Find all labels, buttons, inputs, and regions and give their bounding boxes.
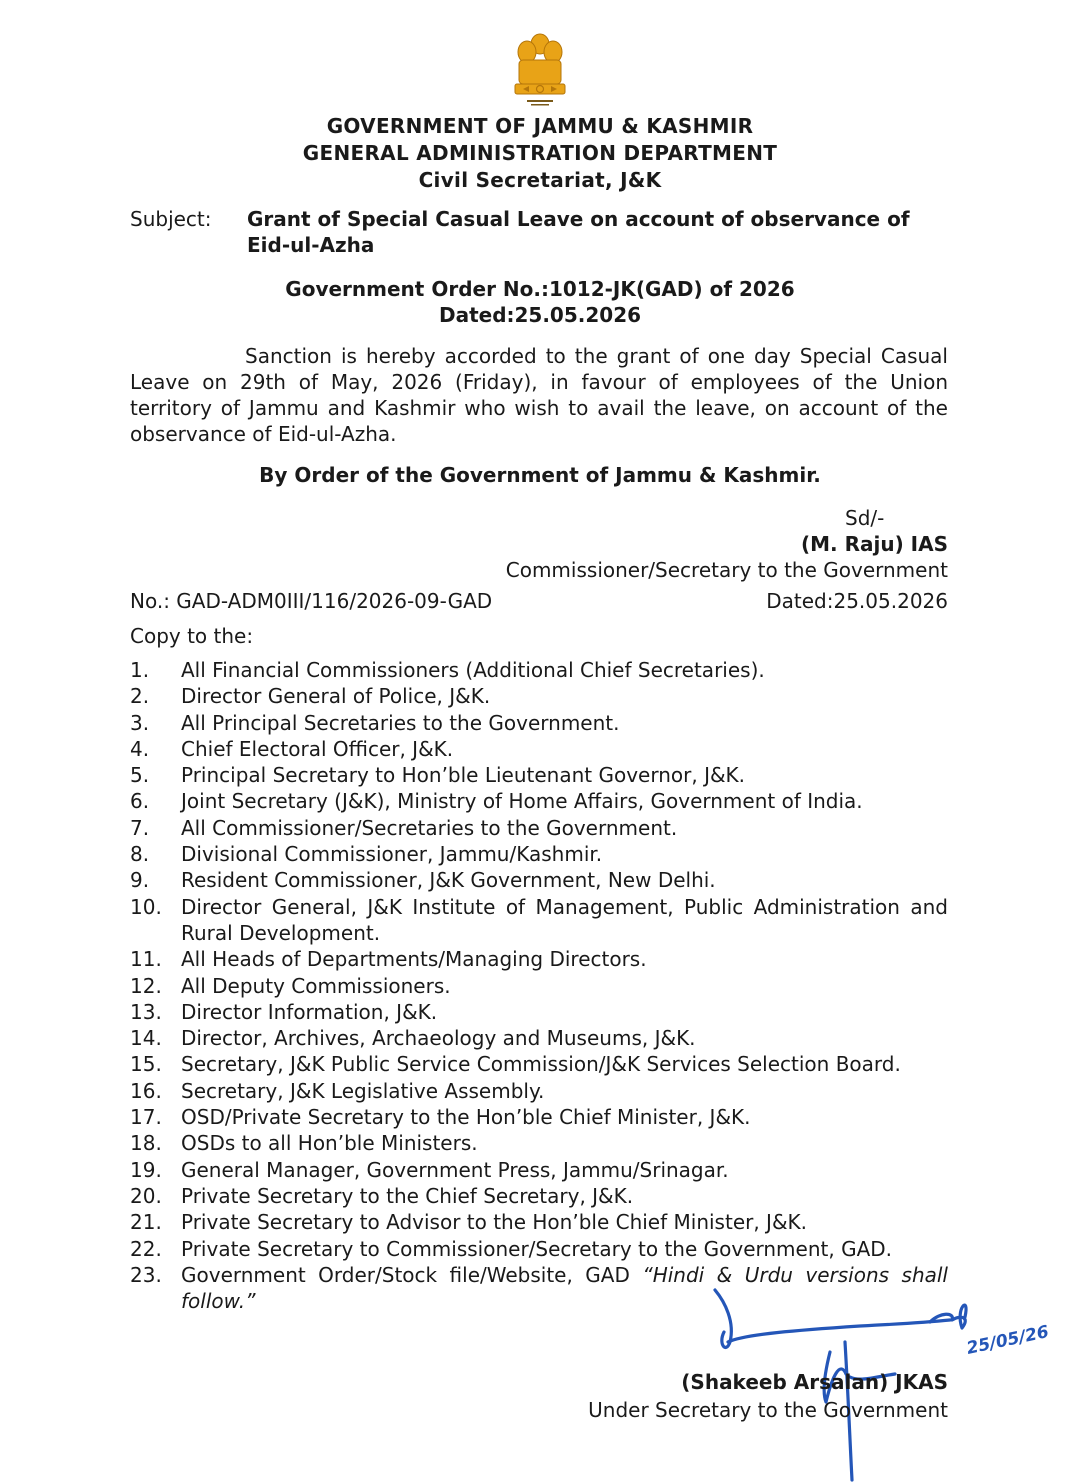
list-item-number: 17. bbox=[130, 1105, 162, 1130]
list-item-text: Director, Archives, Archaeology and Museums, J&K. bbox=[181, 1026, 696, 1051]
signatory-title: Commissioner/Secretary to the Government bbox=[505, 558, 948, 582]
list-item bbox=[130, 1183, 948, 1209]
list-item-text: Government Order/Stock file/Website, GAD bbox=[181, 1262, 630, 1287]
list-item-text: Director Information, J&K. bbox=[181, 999, 438, 1024]
order-block bbox=[0, 276, 1080, 328]
list-item-number: 15. bbox=[130, 1052, 162, 1077]
list-item bbox=[130, 973, 948, 999]
list-item bbox=[130, 1236, 948, 1262]
list-item-text: All Financial Commissioners (Additional Chief Secretaries). bbox=[181, 658, 765, 682]
signatory-name: (M. Raju) IAS bbox=[800, 532, 948, 556]
list-item-text: OSDs to all Hon’ble Ministers. bbox=[181, 1131, 478, 1156]
reference-date: Dated:25.05.2026 bbox=[766, 589, 948, 613]
list-item-number: 11. bbox=[130, 947, 162, 972]
national-emblem-icon bbox=[505, 30, 575, 110]
list-item bbox=[130, 762, 948, 788]
copy-to-label: Copy to the: bbox=[130, 624, 254, 648]
list-item-number: 4. bbox=[130, 736, 150, 761]
header-government: GOVERNMENT OF JAMMU & KASHMIR bbox=[326, 114, 754, 138]
header-department: GENERAL ADMINISTRATION DEPARTMENT bbox=[302, 141, 778, 165]
list-item bbox=[130, 1025, 948, 1051]
document-header bbox=[0, 113, 1080, 194]
list-item-number: 12. bbox=[130, 973, 162, 998]
order-number: Government Order No.:1012-JK(GAD) of 2026 bbox=[285, 277, 795, 301]
under-secretary-title: Under Secretary to the Government bbox=[588, 1398, 948, 1422]
list-item-number: 9. bbox=[130, 868, 150, 893]
list-item-number: 22. bbox=[130, 1236, 162, 1261]
list-item-text: All Heads of Departments/Managing Directors. bbox=[181, 947, 647, 972]
list-item-number: 2. bbox=[130, 684, 150, 709]
list-item-text: Private Secretary to Advisor to the Hon’ble Chief Minister, J&K. bbox=[181, 1210, 808, 1235]
list-item bbox=[130, 841, 948, 867]
under-secretary-name: (Shakeeb Arsalan) JKAS bbox=[681, 1370, 948, 1394]
list-item-number: 6. bbox=[130, 789, 150, 814]
list-item-text: Chief Electoral Officer, J&K. bbox=[181, 736, 454, 761]
list-item-text: All Commissioner/Secretaries to the Government. bbox=[181, 815, 678, 840]
list-item-text: All Principal Secretaries to the Government. bbox=[181, 710, 620, 735]
subject-text: Grant of Special Casual Leave on account of observance of Eid-ul-Azha bbox=[247, 207, 910, 257]
list-item-text: All Deputy Commissioners. bbox=[181, 973, 451, 998]
list-item bbox=[130, 999, 948, 1025]
list-item bbox=[130, 736, 948, 762]
header-secretariat: Civil Secretariat, J&K bbox=[418, 168, 662, 192]
list-item-text: Resident Commissioner, J&K Government, New Delhi. bbox=[181, 868, 716, 893]
list-item-text: Private Secretary to the Chief Secretary, J&K. bbox=[181, 1183, 634, 1208]
list-item bbox=[130, 657, 948, 683]
list-item-number: 23. bbox=[130, 1262, 162, 1287]
list-item-text: Director General, J&K Institute of Management, Public Administration and Rural Development. bbox=[181, 894, 948, 945]
list-item-number: 5. bbox=[130, 763, 150, 788]
signed-mark: Sd/- bbox=[845, 506, 885, 530]
list-item-text: Director General of Police, J&K. bbox=[181, 684, 491, 709]
subject-label: Subject: bbox=[130, 207, 212, 231]
list-item-number: 16. bbox=[130, 1078, 162, 1103]
list-item-text: General Manager, Government Press, Jammu/Srinagar. bbox=[181, 1157, 729, 1182]
list-item bbox=[130, 815, 948, 841]
list-item-number: 3. bbox=[130, 710, 150, 735]
list-item bbox=[130, 867, 948, 893]
list-item-number: 21. bbox=[130, 1210, 162, 1235]
reference-number: No.: GAD-ADM0III/116/2026-09-GAD bbox=[130, 589, 493, 613]
signature-date: 25/05/26 bbox=[964, 1321, 1051, 1359]
list-item-text: Private Secretary to Commissioner/Secretary to the Government, GAD. bbox=[181, 1236, 893, 1261]
list-item bbox=[130, 1157, 948, 1183]
list-item-number: 20. bbox=[130, 1183, 162, 1208]
list-item bbox=[130, 894, 948, 947]
list-item bbox=[130, 1209, 948, 1235]
order-body: Sanction is hereby accorded to the grant of one day Special Casual Leave on 29th of May, 2026 (Friday), in favour of employees of the Union territory of Jammu and Kashmir who wish to avail the leave, on account of the observance of Eid-ul-Azha. bbox=[130, 344, 948, 446]
list-item-number: 13. bbox=[130, 999, 162, 1024]
list-item bbox=[130, 1104, 948, 1130]
list-item bbox=[130, 1130, 948, 1156]
list-item-number: 1. bbox=[130, 658, 150, 682]
list-item bbox=[130, 788, 948, 814]
list-item-text: Principal Secretary to Hon’ble Lieutenant Governor, J&K. bbox=[181, 763, 746, 788]
list-item-text: Secretary, J&K Public Service Commission/J&K Services Selection Board. bbox=[181, 1052, 901, 1077]
list-item bbox=[130, 1078, 948, 1104]
list-item-text: Secretary, J&K Legislative Assembly. bbox=[181, 1078, 545, 1103]
order-date: Dated:25.05.2026 bbox=[438, 303, 642, 327]
list-item-text: OSD/Private Secretary to the Hon’ble Chief Minister, J&K. bbox=[181, 1105, 751, 1130]
list-item-number: 8. bbox=[130, 842, 150, 867]
list-item bbox=[130, 1051, 948, 1077]
list-item-number: 10. bbox=[130, 894, 162, 919]
list-item-number: 14. bbox=[130, 1026, 162, 1051]
copy-list bbox=[130, 657, 948, 1314]
list-item-number: 7. bbox=[130, 815, 150, 840]
list-item-text: Joint Secretary (J&K), Ministry of Home Affairs, Government of India. bbox=[181, 789, 863, 814]
list-item-text: Divisional Commissioner, Jammu/Kashmir. bbox=[181, 842, 603, 867]
list-item bbox=[130, 946, 948, 972]
list-item-number: 19. bbox=[130, 1157, 162, 1182]
by-order-line: By Order of the Government of Jammu & Kashmir. bbox=[259, 463, 821, 487]
list-item bbox=[130, 683, 948, 709]
list-item-number: 18. bbox=[130, 1131, 162, 1156]
list-item-quote: “Hindi & Urdu versions shall follow.” bbox=[181, 1262, 948, 1314]
list-item bbox=[130, 710, 948, 736]
